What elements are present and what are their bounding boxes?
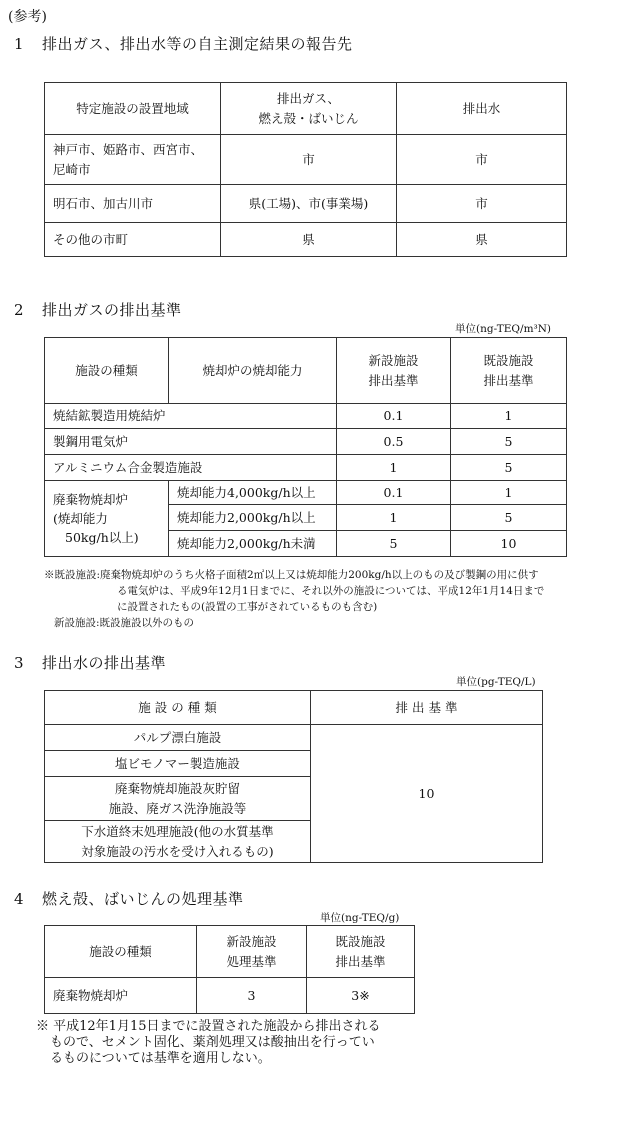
new-value-cell: 0.5 bbox=[337, 429, 451, 455]
header-gas: 排出ガス、 燃え殻・ばいじん bbox=[221, 83, 397, 135]
header-facility-type: 施 設 の 種 類 bbox=[45, 691, 311, 725]
header-water: 排出水 bbox=[397, 83, 567, 135]
section-3-title: 排出水の排出基準 bbox=[42, 654, 167, 672]
section-4-heading bbox=[14, 888, 244, 909]
facility-name-cell: 焼結鉱製造用焼結炉 bbox=[45, 404, 337, 429]
section-3-number: 3 bbox=[14, 654, 25, 672]
table-row bbox=[45, 455, 567, 481]
header-facility-type: 施設の種類 bbox=[45, 338, 169, 404]
table-row bbox=[45, 135, 567, 185]
incinerator-name-cell: 廃棄物焼却炉 (焼却能力 50kg/h以上) bbox=[45, 481, 169, 557]
old-value-cell: 3※ bbox=[307, 978, 415, 1014]
section-2-title: 排出ガスの排出基準 bbox=[42, 301, 182, 319]
table-row bbox=[45, 404, 567, 429]
section-1-title: 排出ガス、排出水等の自主測定結果の報告先 bbox=[42, 35, 353, 53]
section-1-heading bbox=[14, 33, 352, 54]
area-cell: 明石市、加古川市 bbox=[45, 185, 221, 223]
gas-cell: 市 bbox=[221, 135, 397, 185]
facility-name-cell: 廃棄物焼却炉 bbox=[45, 978, 197, 1014]
facility-name-cell: 製鋼用電気炉 bbox=[45, 429, 337, 455]
ash-treatment-standards-table bbox=[44, 925, 415, 1014]
note-line: ※ 平成12年1月15日までに設置された施設から排出される bbox=[36, 1019, 381, 1034]
gas-cell: 県(工場)、市(事業場) bbox=[221, 185, 397, 223]
old-value-cell: 5 bbox=[451, 455, 567, 481]
gas-cell: 県 bbox=[221, 223, 397, 257]
capacity-cell: 焼却能力2,000kg/h未満 bbox=[169, 531, 337, 557]
old-value-cell: 5 bbox=[451, 505, 567, 531]
section-2-notes bbox=[44, 567, 604, 631]
table-row bbox=[45, 481, 567, 505]
section-2-unit: 単位(ng-TEQ/m³N) bbox=[455, 323, 552, 335]
table-row bbox=[45, 185, 567, 223]
new-value-cell: 5 bbox=[337, 531, 451, 557]
water-cell: 市 bbox=[397, 185, 567, 223]
standard-value-cell: 10 bbox=[311, 725, 543, 863]
note-line: に設置されたもの(設置の工事がされているものも含む) bbox=[117, 601, 378, 613]
header-facility-type: 施設の種類 bbox=[45, 926, 197, 978]
header-new-facility: 新設施設 排出基準 bbox=[337, 338, 451, 404]
header-new-facility: 新設施設 処理基準 bbox=[197, 926, 307, 978]
facility-name-cell: 塩ビモノマー製造施設 bbox=[45, 751, 311, 777]
table-row bbox=[45, 978, 415, 1014]
effluent-standards-table bbox=[44, 690, 543, 863]
old-value-cell: 1 bbox=[451, 481, 567, 505]
header-existing-facility: 既設施設 排出基準 bbox=[451, 338, 567, 404]
water-cell: 市 bbox=[397, 135, 567, 185]
note-line: るものについては基準を適用しない。 bbox=[50, 1051, 271, 1066]
new-value-cell: 1 bbox=[337, 505, 451, 531]
section-4-title: 燃え殻、ばいじんの処理基準 bbox=[42, 890, 244, 908]
header-area: 特定施設の設置地域 bbox=[45, 83, 221, 135]
table-header-row bbox=[45, 926, 415, 978]
table-row bbox=[45, 223, 567, 257]
new-value-cell: 1 bbox=[337, 455, 451, 481]
note-line: 新設施設:既設施設以外のもの bbox=[54, 617, 195, 629]
note-line: ※既設施設:廃棄物焼却炉のうち火格子面積2㎡以上又は焼却能力200kg/h以上のもの及び製鋼の用に供す bbox=[44, 569, 539, 581]
section-2-number: 2 bbox=[14, 301, 25, 319]
table-header-row bbox=[45, 83, 567, 135]
header-existing-facility: 既設施設 排出基準 bbox=[307, 926, 415, 978]
new-value-cell: 3 bbox=[197, 978, 307, 1014]
header-standard: 排 出 基 準 bbox=[311, 691, 543, 725]
facility-name-cell: 廃棄物焼却施設灰貯留 施設、廃ガス洗浄施設等 bbox=[45, 777, 311, 821]
table-row bbox=[45, 725, 543, 751]
facility-name-cell: アルミニウム合金製造施設 bbox=[45, 455, 337, 481]
table-row bbox=[45, 429, 567, 455]
new-value-cell: 0.1 bbox=[337, 404, 451, 429]
section-4-unit: 単位(ng-TEQ/g) bbox=[320, 912, 400, 924]
reference-label: (参考) bbox=[8, 9, 47, 25]
note-line: る電気炉は、平成9年12月1日までに、それ以外の施設については、平成12年1月14日まで bbox=[117, 585, 545, 597]
facility-name-cell: パルプ漂白施設 bbox=[45, 725, 311, 751]
exhaust-gas-standards-table bbox=[44, 337, 567, 557]
old-value-cell: 10 bbox=[451, 531, 567, 557]
table-header-row bbox=[45, 338, 567, 404]
section-1-number: 1 bbox=[14, 35, 25, 53]
note-line: もので、セメント固化、薬剤処理又は酸抽出を行ってい bbox=[50, 1035, 375, 1050]
water-cell: 県 bbox=[397, 223, 567, 257]
facility-name-cell: 下水道終末処理施設(他の水質基準 対象施設の汚水を受け入れるもの) bbox=[45, 821, 311, 863]
new-value-cell: 0.1 bbox=[337, 481, 451, 505]
table-header-row bbox=[45, 691, 543, 725]
area-cell: その他の市町 bbox=[45, 223, 221, 257]
section-4-number: 4 bbox=[14, 890, 25, 908]
section-4-notes bbox=[36, 1019, 456, 1067]
area-cell: 神戸市、姫路市、西宮市、 尼崎市 bbox=[45, 135, 221, 185]
report-destination-table bbox=[44, 82, 567, 257]
section-3-heading bbox=[14, 652, 166, 673]
old-value-cell: 5 bbox=[451, 429, 567, 455]
old-value-cell: 1 bbox=[451, 404, 567, 429]
section-2-heading bbox=[14, 299, 182, 320]
capacity-cell: 焼却能力4,000kg/h以上 bbox=[169, 481, 337, 505]
header-capacity: 焼却炉の焼却能力 bbox=[169, 338, 337, 404]
capacity-cell: 焼却能力2,000kg/h以上 bbox=[169, 505, 337, 531]
section-3-unit: 単位(pg-TEQ/L) bbox=[456, 676, 536, 688]
